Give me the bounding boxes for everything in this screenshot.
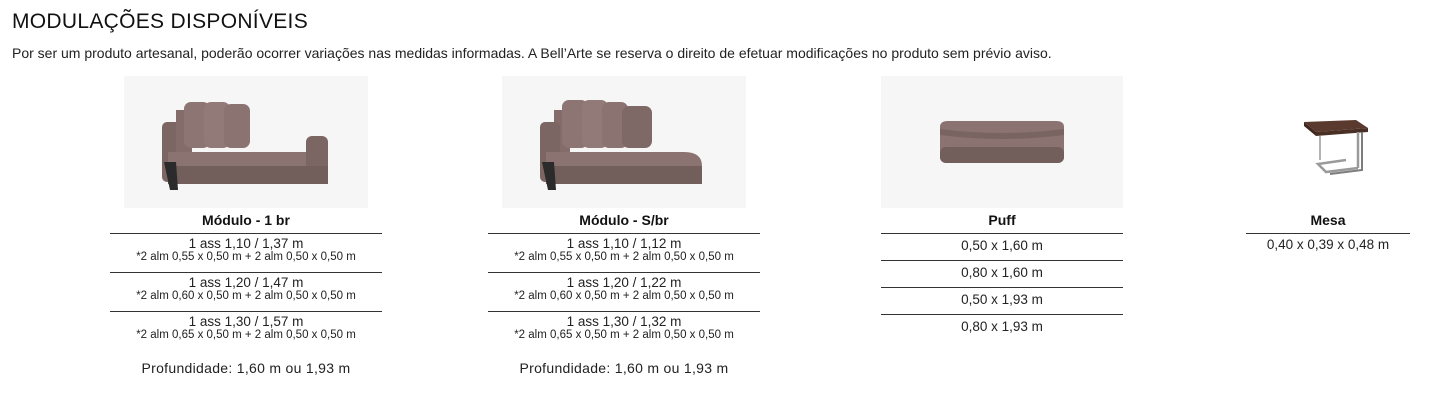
size-main: 1 ass 1,30 / 1,32 m (566, 314, 682, 329)
size-main: 1 ass 1,10 / 1,37 m (188, 236, 304, 251)
size-row (110, 272, 382, 311)
size-row (488, 272, 760, 311)
size-row: 0,50 x 1,60 m (881, 233, 1123, 260)
size-row: 0,50 x 1,93 m (881, 287, 1123, 314)
size-list (110, 233, 382, 350)
depth-note: Profundidade: 1,60 m ou 1,93 m (519, 360, 729, 376)
size-main: 1 ass 1,10 / 1,12 m (566, 236, 682, 251)
size-detail: *2 alm 0,60 x 0,50 m + 2 alm 0,50 x 0,50 m (136, 290, 356, 302)
sofa-module-one-arm-icon (156, 92, 336, 192)
size-detail: *2 alm 0,55 x 0,50 m + 2 alm 0,50 x 0,50 m (136, 251, 356, 263)
product-name: Módulo - S/br (579, 212, 669, 228)
size-main: 1 ass 1,20 / 1,22 m (566, 275, 682, 290)
size-list (1246, 233, 1410, 260)
size-main: 1 ass 1,20 / 1,47 m (188, 275, 304, 290)
puff-ottoman-icon (932, 107, 1072, 177)
size-detail: *2 alm 0,65 x 0,50 m + 2 alm 0,50 x 0,50 m (514, 329, 734, 341)
size-row (110, 233, 382, 272)
size-row (110, 311, 382, 350)
size-detail: *2 alm 0,60 x 0,50 m + 2 alm 0,50 x 0,50 m (514, 290, 734, 302)
product-image (502, 76, 746, 208)
side-table-icon (1296, 102, 1376, 182)
size-detail: *2 alm 0,65 x 0,50 m + 2 alm 0,50 x 0,50 m (136, 329, 356, 341)
depth-note: Profundidade: 1,60 m ou 1,93 m (141, 360, 351, 376)
size-list (488, 233, 760, 350)
page-subtitle: Por ser um produto artesanal, poderão ocorrer variações nas medidas informadas. A Bell’Arte se reserva o direito de efetuar modificações no produto sem prévio aviso. (12, 45, 1052, 61)
size-row: 0,80 x 1,60 m (881, 260, 1123, 287)
product-name: Mesa (1310, 212, 1346, 228)
page-title: MODULAÇÕES DISPONÍVEIS (12, 10, 308, 33)
product-name: Módulo - 1 br (202, 212, 290, 228)
size-list (881, 233, 1123, 341)
size-row (488, 233, 760, 272)
size-row (488, 311, 760, 350)
product-name: Puff (988, 212, 1016, 228)
size-main: 1 ass 1,30 / 1,57 m (188, 314, 304, 329)
product-image (1276, 76, 1396, 208)
size-row: 0,80 x 1,93 m (881, 314, 1123, 341)
size-row: 0,40 x 0,39 x 0,48 m (1246, 233, 1410, 260)
product-image (124, 76, 368, 208)
size-detail: *2 alm 0,55 x 0,50 m + 2 alm 0,50 x 0,50 m (514, 251, 734, 263)
sofa-module-armless-icon (534, 92, 714, 192)
product-image (881, 76, 1123, 208)
